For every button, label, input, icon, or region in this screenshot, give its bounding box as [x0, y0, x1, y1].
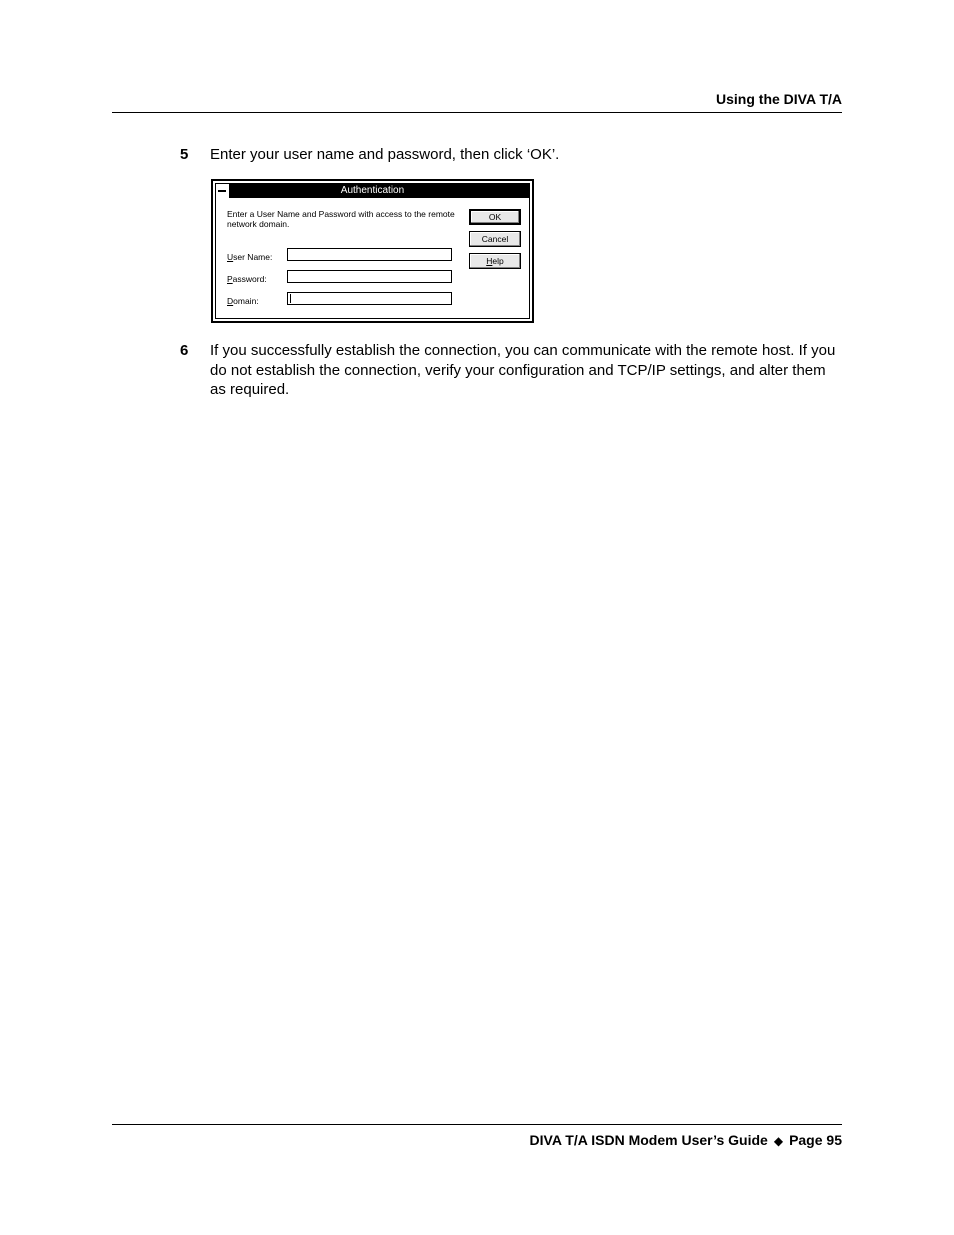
step-text: Enter your user name and password, then click ‘OK’. — [210, 146, 560, 163]
help-button[interactable]: Help — [469, 253, 521, 269]
authentication-dialog — [211, 179, 534, 323]
dialog-titlebar — [216, 184, 529, 198]
page-footer — [530, 1132, 842, 1148]
dialog-title: Authentication — [340, 185, 405, 196]
page-number: Page 95 — [789, 1132, 842, 1148]
ok-button[interactable]: OK — [469, 209, 521, 225]
user-name-label: User Name: — [227, 252, 273, 262]
cancel-button[interactable]: Cancel — [469, 231, 521, 247]
running-head: Using the DIVA T/A — [716, 91, 842, 107]
step-number: 5 — [180, 146, 189, 163]
password-label: Password: — [227, 274, 267, 284]
password-input[interactable] — [287, 270, 452, 283]
footer-rule — [112, 1124, 842, 1125]
diamond-icon: ◆ — [773, 1134, 784, 1148]
step-number: 6 — [180, 342, 189, 359]
dialog-message: Enter a User Name and Password with access to the remote network domain. — [227, 209, 455, 229]
domain-label: Domain: — [227, 296, 259, 306]
user-name-input[interactable] — [287, 248, 452, 261]
header-rule — [112, 112, 842, 113]
system-menu-icon[interactable] — [216, 184, 230, 198]
text-caret — [290, 294, 291, 303]
dialog-frame — [215, 183, 530, 319]
guide-title: DIVA T/A ISDN Modem User’s Guide — [529, 1132, 768, 1148]
domain-input[interactable] — [287, 292, 452, 305]
step-text: If you successfully establish the connection, you can communicate with the remote host. If you do not establish the connection, verify your configuration and TCP/IP settings, and alter them as required. — [210, 342, 836, 398]
